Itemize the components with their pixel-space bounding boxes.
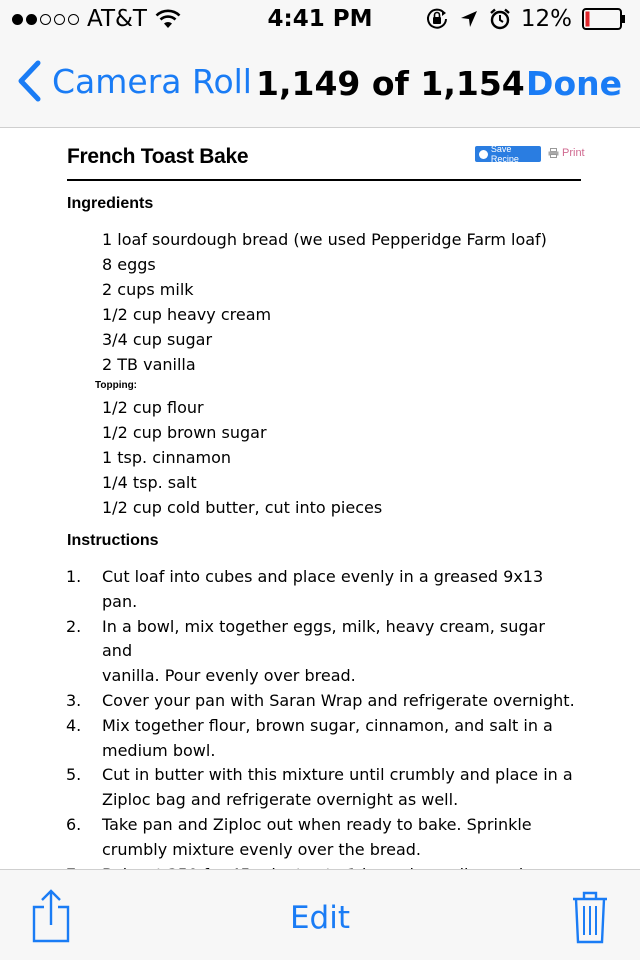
step-line: medium bowl. (102, 740, 216, 760)
topping-item: 1/2 cup flour (102, 398, 204, 417)
title-divider (67, 179, 581, 181)
instruction-step (66, 615, 576, 689)
step-number: 5. (66, 765, 82, 785)
step-line: Ziploc bag and refrigerate overnight as well. (102, 790, 459, 810)
ingredient-item: 1/2 cup heavy cream (102, 305, 272, 324)
recipe-title: French Toast Bake (67, 145, 249, 168)
ingredient-item: 8 eggs (102, 255, 156, 274)
ingredients-heading: Ingredients (67, 195, 154, 212)
step-number: 2. (66, 616, 82, 636)
ingredient-item: 1 loaf sourdough bread (we used Pepperidge Farm loaf) (102, 230, 547, 249)
topping-item: 1/2 cup brown sugar (102, 423, 267, 442)
step-line: Mix together flour, brown sugar, cinnamon, and salt in a (102, 715, 553, 735)
save-recipe-button (475, 146, 541, 162)
instruction-step (66, 763, 576, 813)
recipe-save-icon (479, 150, 488, 159)
ingredients-list (102, 227, 547, 377)
topping-item: 1 tsp. cinnamon (102, 448, 232, 467)
print-label: Print (562, 147, 585, 159)
chevron-left-icon (16, 60, 42, 102)
step-line: vanilla. Pour evenly over bread. (102, 666, 356, 686)
back-button-camera-roll[interactable] (16, 60, 252, 102)
step-line: Cut in butter with this mixture until crumbly and place in a (102, 765, 573, 785)
print-link (548, 147, 585, 159)
printer-icon (548, 148, 559, 158)
edit-button[interactable]: Edit (289, 900, 351, 936)
trash-icon[interactable] (571, 890, 609, 944)
topping-list (102, 395, 382, 520)
instruction-step (66, 565, 576, 615)
battery-fill (586, 12, 590, 27)
instruction-step (66, 813, 576, 863)
rotation-lock-icon (425, 8, 449, 30)
topping-item: 1/4 tsp. salt (102, 473, 197, 492)
location-arrow-icon (459, 9, 479, 29)
status-time: 4:41 PM (267, 6, 373, 32)
step-line: crumbly mixture evenly over the bread. (102, 839, 422, 859)
instruction-step (66, 689, 576, 714)
ingredient-item: 2 TB vanilla (102, 355, 196, 374)
bottom-toolbar (0, 869, 640, 960)
ingredient-item: 2 cups milk (102, 280, 194, 299)
done-button[interactable]: Done (526, 64, 622, 103)
step-line: Take pan and Ziploc out when ready to bake. Sprinkle (102, 814, 532, 834)
nav-bar (0, 40, 640, 128)
step-number: 6. (66, 814, 82, 834)
ingredient-item: 3/4 cup sugar (102, 330, 213, 349)
edit-button-wrapper (0, 900, 640, 936)
step-line: In a bowl, mix together eggs, milk, heavy cream, sugar and (102, 616, 545, 661)
photo-counter-title: 1,149 of 1,154 (256, 64, 525, 103)
battery-icon (582, 8, 626, 30)
battery-percent: 12% (520, 6, 572, 32)
status-bar (0, 0, 640, 40)
step-number: 1. (66, 567, 82, 586)
alarm-icon (489, 8, 511, 30)
instruction-step (66, 714, 576, 764)
save-recipe-label: Save Recipe (490, 144, 519, 164)
step-number: 3. (66, 690, 82, 710)
topping-item: 1/2 cup cold butter, cut into pieces (102, 498, 383, 517)
topping-label: Topping: (95, 380, 138, 391)
recipe-photo[interactable] (0, 129, 640, 869)
step-number: 4. (66, 715, 82, 735)
share-icon[interactable] (30, 889, 72, 943)
carrier-name: AT&T (87, 6, 147, 32)
instructions-heading: Instructions (67, 532, 159, 549)
step-line: Cover your pan with Saran Wrap and refrigerate overnight. (102, 690, 575, 710)
back-button-label: Camera Roll (52, 61, 252, 101)
status-right (425, 6, 626, 32)
step-line: Cut loaf into cubes and place evenly in a greased 9x13 pan. (102, 567, 544, 611)
